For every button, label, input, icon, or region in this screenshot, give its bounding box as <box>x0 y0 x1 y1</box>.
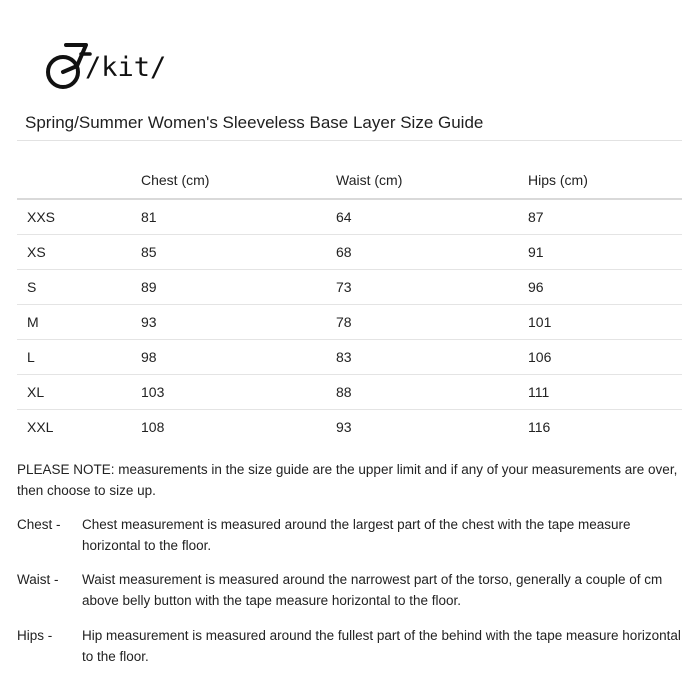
logo-wordmark: /kit/ <box>85 52 167 83</box>
definition-text: Hip measurement is measured around the fullest part of the behind with the tape measure horizontal to the floor. <box>82 628 681 664</box>
hips-cell: 96 <box>528 270 682 305</box>
chest-cell: 98 <box>141 340 336 375</box>
table-row <box>17 199 682 235</box>
table-row <box>17 375 682 410</box>
table-row <box>17 270 682 305</box>
hips-cell: 87 <box>528 199 682 235</box>
definition-text: Chest measurement is measured around the largest part of the chest with the tape measure horizontal to the floor. <box>82 517 631 553</box>
chest-cell: 89 <box>141 270 336 305</box>
chest-cell: 85 <box>141 235 336 270</box>
table-row <box>17 410 682 445</box>
waist-column-header: Waist (cm) <box>336 162 528 199</box>
definition-term: Waist - <box>17 572 59 587</box>
table-row <box>17 340 682 375</box>
waist-cell: 78 <box>336 305 528 340</box>
hips-cell: 116 <box>528 419 551 435</box>
hips-cell: 111 <box>528 375 682 410</box>
chest-column-header: Chest (cm) <box>141 162 336 199</box>
size-up-note: PLEASE NOTE: measurements in the size guide are the upper limit and if any of your measurements are over, then choose to size up. <box>17 462 678 498</box>
definition-text: Waist measurement is measured around the narrowest part of the torso, generally a couple of cm above belly button with the tape measure horizontal to the floor. <box>82 572 663 608</box>
size-cell: XXS <box>17 199 141 235</box>
page-title: Spring/Summer Women's Sleeveless Base Layer Size Guide <box>25 113 484 132</box>
title-divider <box>17 140 682 141</box>
hips-cell: 106 <box>528 340 682 375</box>
waist-cell: 68 <box>336 235 528 270</box>
bicycle-kit-logo-icon <box>44 40 167 92</box>
definition-term: Hips - <box>17 628 53 643</box>
hips-column-header: Hips (cm) <box>528 162 682 199</box>
hips-cell: 101 <box>528 305 682 340</box>
waist-cell: 93 <box>336 419 352 435</box>
size-cell: XL <box>17 375 141 410</box>
waist-cell: 73 <box>336 270 528 305</box>
chest-cell: 103 <box>141 375 336 410</box>
hips-cell: 91 <box>528 235 682 270</box>
chest-cell: 93 <box>141 305 336 340</box>
waist-cell: 64 <box>336 199 528 235</box>
waist-cell: 88 <box>336 375 528 410</box>
size-table <box>17 162 682 444</box>
waist-cell: 83 <box>336 340 528 375</box>
chest-cell: 108 <box>141 419 165 435</box>
table-row <box>17 235 682 270</box>
table-row <box>17 305 682 340</box>
brand-logo <box>44 40 167 92</box>
size-column-header <box>17 162 141 199</box>
size-cell: XXL <box>27 419 54 435</box>
size-cell: S <box>17 270 141 305</box>
size-cell: M <box>17 305 141 340</box>
size-cell: XS <box>17 235 141 270</box>
table-header-row <box>17 162 682 199</box>
definition-term: Chest - <box>17 517 61 532</box>
chest-cell: 81 <box>141 199 336 235</box>
size-cell: L <box>17 340 141 375</box>
